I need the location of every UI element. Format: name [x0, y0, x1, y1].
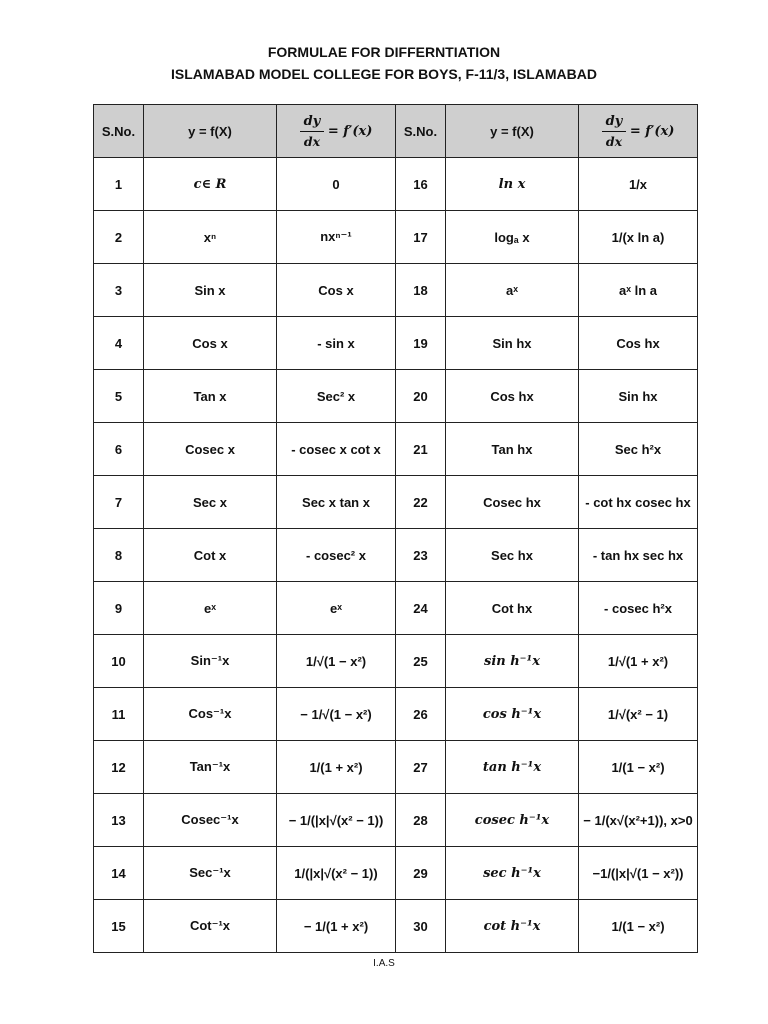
- cell-f2: logₐ x: [446, 211, 579, 264]
- table-row: [94, 794, 698, 847]
- table-row: [94, 900, 698, 953]
- cell-s1: 15: [94, 900, 144, 953]
- cell-s2: 23: [396, 529, 446, 582]
- table-row: [94, 582, 698, 635]
- cell-d2: −1/(|x|√(1 − x²)): [579, 847, 698, 900]
- cell-f1: Cot x: [144, 529, 277, 582]
- cell-f2: Cosec hx: [446, 476, 579, 529]
- cell-f2: Cot hx: [446, 582, 579, 635]
- cell-f2: cosec h⁻¹x: [446, 794, 579, 847]
- cell-s1: 13: [94, 794, 144, 847]
- table-row: [94, 264, 698, 317]
- table-row: [94, 847, 698, 900]
- page-subtitle: ISLAMABAD MODEL COLLEGE FOR BOYS, F-11/3, ISLAMABAD: [171, 66, 597, 82]
- cell-d2: - cot hx cosec hx: [579, 476, 698, 529]
- header-fx: y = f(X): [144, 105, 277, 158]
- cell-f2: cos h⁻¹x: [446, 688, 579, 741]
- cell-d1: eˣ: [277, 582, 396, 635]
- cell-f2: aˣ: [446, 264, 579, 317]
- cell-f2: tan h⁻¹x: [446, 741, 579, 794]
- cell-d1: − 1/(|x|√(x² − 1)): [277, 794, 396, 847]
- cell-s1: 3: [94, 264, 144, 317]
- cell-f1: Sin⁻¹x: [144, 635, 277, 688]
- cell-s1: 5: [94, 370, 144, 423]
- cell-d1: Cos x: [277, 264, 396, 317]
- cell-d1: Sec x tan x: [277, 476, 396, 529]
- cell-f1: c∈ R: [144, 158, 277, 211]
- cell-f2: cot h⁻¹x: [446, 900, 579, 953]
- cell-s2: 24: [396, 582, 446, 635]
- cell-d1: 1/√(1 − x²): [277, 635, 396, 688]
- cell-f1: xⁿ: [144, 211, 277, 264]
- cell-f1: Cosec⁻¹x: [144, 794, 277, 847]
- cell-f2: sin h⁻¹x: [446, 635, 579, 688]
- cell-s2: 27: [396, 741, 446, 794]
- cell-s1: 2: [94, 211, 144, 264]
- cell-d1: 1/(1 + x²): [277, 741, 396, 794]
- cell-d1: - cosec x cot x: [277, 423, 396, 476]
- header-sno-2: S.No.: [396, 105, 446, 158]
- cell-s1: 12: [94, 741, 144, 794]
- cell-f1: Cot⁻¹x: [144, 900, 277, 953]
- cell-s2: 25: [396, 635, 446, 688]
- cell-d1: 0: [277, 158, 396, 211]
- header-dydx-2: $\frac{dy}{dx}$ = f′(x): [579, 105, 698, 158]
- cell-f1: Sec x: [144, 476, 277, 529]
- cell-f1: Tan x: [144, 370, 277, 423]
- cell-f1: Cos x: [144, 317, 277, 370]
- table-row: [94, 635, 698, 688]
- cell-s2: 21: [396, 423, 446, 476]
- cell-f2: Sin hx: [446, 317, 579, 370]
- cell-f2: Sec hx: [446, 529, 579, 582]
- cell-d1: - sin x: [277, 317, 396, 370]
- footer-initials: I.A.S: [373, 958, 395, 969]
- cell-d1: - cosec² x: [277, 529, 396, 582]
- cell-s2: 30: [396, 900, 446, 953]
- cell-f2: ln x: [446, 158, 579, 211]
- cell-s1: 8: [94, 529, 144, 582]
- cell-s1: 9: [94, 582, 144, 635]
- cell-f2: Tan hx: [446, 423, 579, 476]
- header-dydx: $\frac{dy}{dx}$ = f′(x): [277, 105, 396, 158]
- cell-f1: Sec⁻¹x: [144, 847, 277, 900]
- cell-d2: Cos hx: [579, 317, 698, 370]
- header-sno: S.No.: [94, 105, 144, 158]
- cell-s2: 29: [396, 847, 446, 900]
- cell-d2: - tan hx sec hx: [579, 529, 698, 582]
- cell-s1: 6: [94, 423, 144, 476]
- derivative-table: [93, 104, 698, 953]
- cell-f1: Tan⁻¹x: [144, 741, 277, 794]
- table-row: [94, 211, 698, 264]
- cell-d2: 1/√(1 + x²): [579, 635, 698, 688]
- table-row: [94, 529, 698, 582]
- cell-d1: Sec² x: [277, 370, 396, 423]
- cell-d2: 1/x: [579, 158, 698, 211]
- cell-s2: 22: [396, 476, 446, 529]
- cell-d1: − 1/√(1 − x²): [277, 688, 396, 741]
- cell-s1: 4: [94, 317, 144, 370]
- cell-s1: 1: [94, 158, 144, 211]
- table-row: [94, 158, 698, 211]
- cell-d2: − 1/(x√(x²+1)), x>0: [579, 794, 698, 847]
- cell-d2: aˣ ln a: [579, 264, 698, 317]
- table-header-row: [94, 105, 698, 158]
- cell-d2: - cosec h²x: [579, 582, 698, 635]
- cell-s1: 14: [94, 847, 144, 900]
- cell-s2: 20: [396, 370, 446, 423]
- cell-s1: 11: [94, 688, 144, 741]
- table-row: [94, 423, 698, 476]
- cell-s2: 19: [396, 317, 446, 370]
- table-row: [94, 370, 698, 423]
- cell-d1: nxⁿ⁻¹: [277, 211, 396, 264]
- table-row: [94, 741, 698, 794]
- table-row: [94, 688, 698, 741]
- cell-f1: Cosec x: [144, 423, 277, 476]
- cell-f1: Cos⁻¹x: [144, 688, 277, 741]
- cell-d2: Sec h²x: [579, 423, 698, 476]
- cell-s2: 26: [396, 688, 446, 741]
- cell-f2: sec h⁻¹x: [446, 847, 579, 900]
- cell-d2: 1/(1 − x²): [579, 900, 698, 953]
- cell-d2: Sin hx: [579, 370, 698, 423]
- cell-f1: eˣ: [144, 582, 277, 635]
- cell-s1: 7: [94, 476, 144, 529]
- cell-s2: 18: [396, 264, 446, 317]
- cell-d1: 1/(|x|√(x² − 1)): [277, 847, 396, 900]
- cell-d1: − 1/(1 + x²): [277, 900, 396, 953]
- cell-f1: Sin x: [144, 264, 277, 317]
- page-title: FORMULAE FOR DIFFERNTIATION: [267, 44, 501, 60]
- cell-d2: 1/(1 − x²): [579, 741, 698, 794]
- cell-s2: 16: [396, 158, 446, 211]
- cell-f2: Cos hx: [446, 370, 579, 423]
- cell-d2: 1/(x ln a): [579, 211, 698, 264]
- cell-s2: 17: [396, 211, 446, 264]
- table-row: [94, 317, 698, 370]
- cell-s2: 28: [396, 794, 446, 847]
- cell-s1: 10: [94, 635, 144, 688]
- table-row: [94, 476, 698, 529]
- header-fx-2: y = f(X): [446, 105, 579, 158]
- cell-d2: 1/√(x² − 1): [579, 688, 698, 741]
